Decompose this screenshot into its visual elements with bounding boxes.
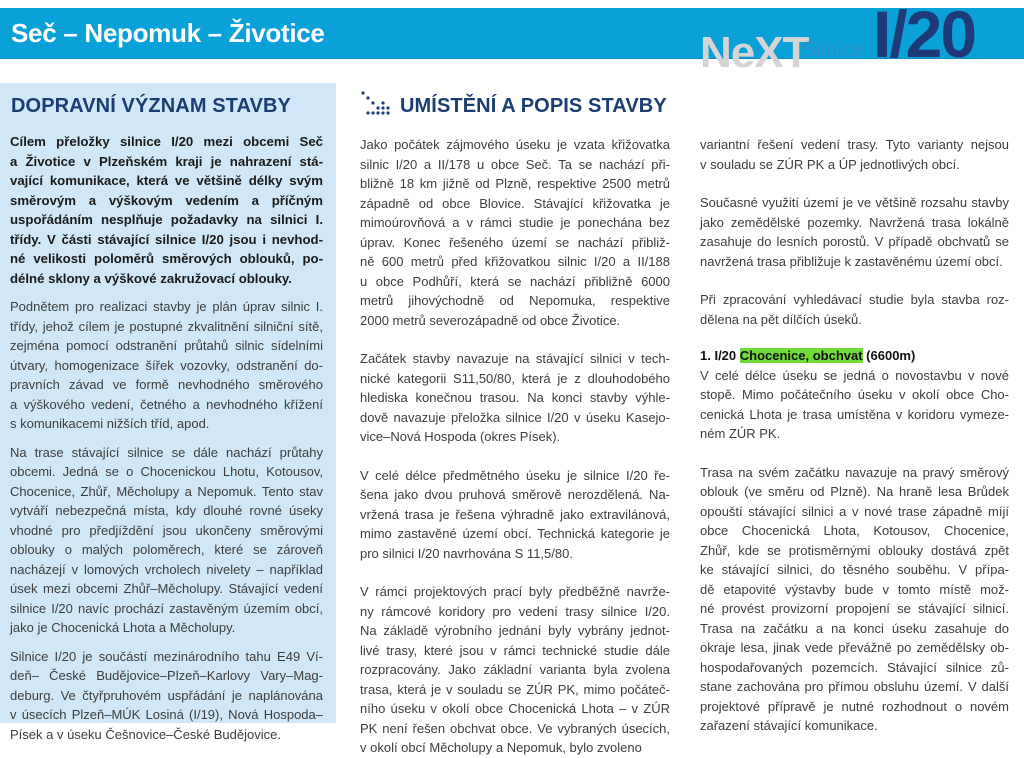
text-line: vytváří nebezpečná místa, kdy dlouhé rovné úseky: [10, 503, 323, 518]
text-line: Podnětem pro realizaci stavby je plán úprav silnic I.: [10, 299, 323, 314]
text-line: Chocenice, Zhůř, Měcholupy a Nepomuk. Tento stav: [10, 483, 323, 499]
text-line: opouští stávající silnici a v nové trase západně míjí: [700, 503, 1009, 519]
paragraph: [10, 297, 323, 434]
text-line: stane zachována pro přímou obsluhu území. V další: [700, 679, 1009, 694]
text-line: variantní řešení vedení trasy. Tyto varianty nejsou: [700, 137, 1009, 152]
text-line: délné sklony a výškové zakružovací oblouky.: [10, 270, 292, 286]
text-line: nacházejí v lomových vrcholech nivelety – například: [10, 561, 323, 577]
text-line: vržená trasa je řešena výhradně jako extravilánová,: [360, 506, 670, 522]
text-line: a výškového vedení, četného a nevhodného křížení: [10, 396, 323, 412]
text-line: uspořádáním nesplňuje požadavky na silnici I.: [10, 212, 323, 227]
text-line: Zhůř, kde se protisměrnými oblouky dostává zpět: [700, 542, 1009, 558]
text-line: ny rámcové koridory pro vedení trasy silnice I/20.: [360, 603, 670, 619]
text-line: pravních závad ve formě nevhodného směrového: [10, 377, 323, 392]
text-line: třídy. V části stávající silnice I/20 jsou i nevhod-: [10, 231, 323, 247]
text-line: Silnice I/20 je součástí mezinárodního tahu E49 Ví-: [10, 648, 323, 664]
text-line: útvary, homogenizace šířek vozovky, odstranění do-: [10, 357, 323, 373]
text-line: okraje lesa, jinak vede převážně po zemědělsky ob-: [700, 640, 1009, 655]
text-line: PK není řešen obchvat obce. Ve vybraných úsecích,: [360, 720, 670, 736]
text-line: nické kategorii S11,50/80, která je z dlouhodobého: [360, 370, 670, 386]
main-heading: UMÍSTĚNÍ A POPIS STAVBY: [400, 95, 667, 117]
text-line: stopě. Mimo počátečního úseku v okolí obce Cho-: [700, 387, 1009, 402]
text-line: metrů jihovýchodně od Nepomuka, respektive: [360, 293, 670, 308]
paragraph: [360, 349, 670, 447]
text-line: hospodařovaných pozemcích. Stávající silnice zů-: [700, 659, 1009, 675]
logo-silnice: Silnice: [802, 38, 864, 61]
text-line: dově navazuje přeložka silnice I/20 v úseku Kasejo-: [360, 409, 670, 425]
text-line: úprav. Konec řešeného území se nachází přibliž-: [360, 234, 670, 250]
text-line: a Životice v Plzeňském kraji je nahrazení stá-: [10, 153, 323, 169]
text-line: ně 600 metrů před křižovatkou silnic I/20 a II/188: [360, 254, 670, 269]
text-line: deburg. Ve čtyřpruhovém uspřádání je naplánována: [10, 687, 323, 703]
text-line: pro silnici I/20 navrhována S 11,5/80.: [360, 545, 573, 561]
text-line: úsek mezi obcemi Zhůř–Měcholupy. Stávající vedení: [10, 581, 323, 596]
text-line: zařazení stávající komunikace.: [700, 718, 878, 733]
text-line: ném ZÚR PK.: [700, 426, 781, 441]
text-line: rozpracovány. Jako základní varianta byla zvolena: [360, 662, 670, 677]
middle-column: [360, 135, 670, 758]
text-line: V celé délce předmětného úseku je silnice I/20 ře-: [360, 467, 670, 483]
paragraph: [700, 135, 1009, 174]
text-line: silnice I/20 navíc prochází zastavěným územím obcí,: [10, 600, 323, 616]
text-line: livé trasy, které jsou v rámci technické studie dále: [360, 642, 670, 658]
text-line: né provést provizorní propojení se stávající silnicí.: [700, 601, 1009, 616]
text-line: bližně 18 km jižně od Plzně, respektive 2500 metrů: [360, 176, 670, 191]
text-line: cenická Lhota je trasa umístěna v koridoru vymeze-: [700, 406, 1009, 422]
left-heading: DOPRAVNÍ VÝZNAM STAVBY: [11, 95, 291, 117]
text-line: Při zpracování vyhledávací studie byla stavba roz-: [700, 292, 1009, 307]
text-line: Písek a v úseku Češnovice–České Budějovice.: [10, 726, 281, 742]
text-line: hlediska konečnou trasou. Na konci stavby výhle-: [360, 390, 670, 405]
logo-road-number: I/20: [873, 0, 976, 71]
text-line: Trasa na začátku a na konci úseku zasahuje do: [700, 620, 1009, 636]
text-line: V rámci projektových prací byly předběžně navrže-: [360, 584, 670, 599]
text-line: Cílem přeložky silnice I/20 mezi obcemi Seč: [10, 134, 323, 149]
text-line: dě etapovité výstavby bude v tomto místě mož-: [700, 581, 1009, 597]
text-line: vhodné pro předjíždění jsou ukončeny směrovými: [10, 522, 323, 538]
text-line: Na základě výrobního jednání byly vybrány jednot-: [360, 623, 670, 638]
text-line: u obce Podhůří, která se nachází přibližně 6000: [360, 273, 670, 289]
text-line: ke stávající silnici, do těsného souběhu. V přípa-: [700, 562, 1009, 577]
text-line: v okolí obcí Měcholupy a Nepomuk, bylo zvoleno: [360, 740, 642, 755]
text-line: dělena na pět dílčích úseků.: [700, 311, 862, 327]
text-line: směrovým a výškovým vedením a příčným: [10, 192, 323, 208]
text-line: Na trase stávající silnice se dále nachází průtahy: [10, 444, 323, 460]
page-title: Seč – Nepomuk – Životice: [11, 18, 325, 48]
text-line: obcemi. Jedná se o Chocenickou Lhotu, Kotousov,: [10, 464, 323, 479]
text-line: šena jako dvou pruhová směrově nerozdělená. Na-: [360, 487, 670, 502]
text-line: Současné využití území je ve většině rozsahu stavby: [700, 195, 1009, 210]
text-line: jako je Chocenická Lhota a Měcholupy.: [10, 620, 236, 635]
text-line: vice–Nová Hospoda (okres Písek).: [360, 429, 561, 444]
text-line: ního úseku v okolí obce Chocenická Lhota – v ZÚR: [360, 701, 670, 716]
paragraph: [360, 466, 670, 564]
text-line: s komunikacemi nižších tříd, apod.: [10, 416, 210, 431]
text-line: 2000 metrů severozápadně od obce Životice.: [360, 312, 621, 328]
paragraph: [700, 463, 1009, 736]
text-line: Trasa na svém začátku navazuje na pravý směrový: [700, 464, 1009, 480]
text-line: obce Chocenická Lhota, Kotousov, Chocenice,: [700, 523, 1009, 538]
text-line: třídy, jehož cílem je postupné zkvalitnění silniční sítě,: [10, 318, 323, 334]
text-line: mimoúrovňová a v rámci studie je ponechána bez: [360, 215, 670, 230]
dots-icon: [360, 90, 390, 118]
text-line: navržená trasa přibližuje k zastavěnému území obcí.: [700, 253, 1003, 269]
text-line: vající komunikace, která ve většině délky svým: [10, 173, 323, 188]
paragraph: [700, 193, 1009, 271]
section-1-heading: [700, 346, 1009, 366]
text-line: mimo zastavěné území obcí. Technická kategorie je: [360, 526, 670, 541]
text-line: deň– České Budějovice–Plzeň–Karlovy Vary–Mag-: [10, 668, 323, 683]
paragraph: [10, 647, 323, 745]
text-line: v úsecích Plzeň–MÚK Losiná (I/19), Nová Hospoda–: [10, 707, 323, 722]
paragraph: [360, 582, 670, 758]
next-silnice-logo: [695, 0, 1024, 80]
text-line: trasa, která je v souladu se ZÚR PK, mimo počáteč-: [360, 681, 670, 697]
text-line: jako zemědělské pozemky. Navržená trasa lokálně: [700, 214, 1009, 230]
text-line: zasahuje do lesních porostů. V případě obchvatů se: [700, 234, 1009, 249]
section-1-prefix: 1. I/20: [700, 348, 740, 363]
paragraph: [700, 366, 1009, 444]
paragraph: [360, 135, 670, 330]
text-line: projektové přípravě je nutné rozhodnout o novém: [700, 698, 1009, 714]
paragraph: [10, 443, 323, 638]
section-1-suffix: (6600m): [862, 348, 916, 363]
paragraph: [700, 290, 1009, 329]
right-column: [700, 135, 1009, 736]
left-column: [10, 132, 323, 744]
text-line: zejména pomocí odstranění průtahů silnic sídelními: [10, 338, 323, 353]
text-line: V celé délce úseku se jedná o novostavbu v nové: [700, 367, 1009, 383]
highlighted-text: Chocenice, obchvat: [739, 348, 863, 363]
text-line: oblouky o malých poloměrech, které se zároveň: [10, 542, 323, 557]
paragraph: [10, 132, 323, 288]
logo-next: NeXT: [700, 28, 809, 77]
text-line: západně od obce Blovice. Stávající křižovatka je: [360, 195, 670, 211]
text-line: silnic I/20 a II/178 u obce Seč. Ta se nachází při-: [360, 156, 670, 172]
text-line: né velikosti poloměrů směrových oblouků, po-: [10, 251, 323, 266]
text-line: Jako počátek zájmového úseku je vzata křižovatka: [360, 137, 670, 152]
text-line: v souladu se ZÚR PK a ÚP jednotlivých obcí.: [700, 156, 960, 172]
text-line: oblouk (ve směru od Plzně). Na hraně lesa Brůdek: [700, 484, 1009, 499]
text-line: Začátek stavby navazuje na stávající silnici v tech-: [360, 351, 670, 366]
